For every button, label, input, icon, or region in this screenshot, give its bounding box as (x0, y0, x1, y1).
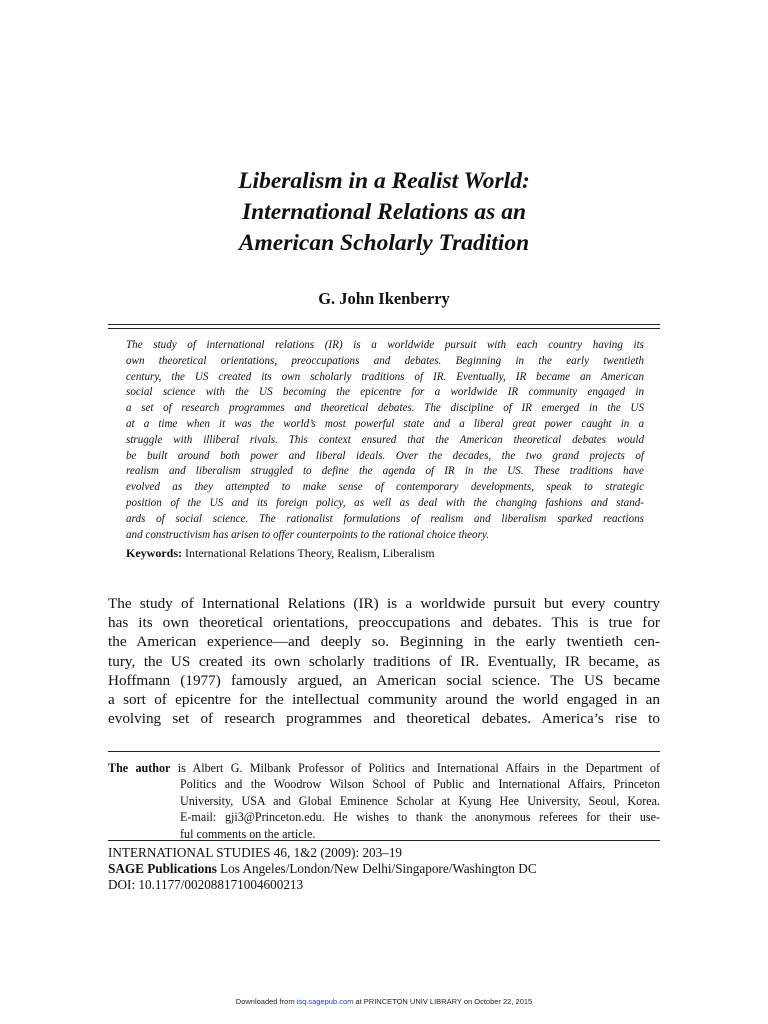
body-line: evolving set of research programmes and theoretical debates. America’s rise to (108, 710, 660, 728)
title-line-3: American Scholarly Tradition (238, 230, 530, 256)
author-name: G. John Ikenberry (318, 289, 450, 308)
body-line: a sort of epicentre for the intellectual community around the world engaged in an (108, 691, 660, 709)
body-line: The study of International Relations (IR) is a worldwide pursuit but every country (108, 595, 660, 612)
download-suffix: at PRINCETON UNIV LIBRARY on October 22, 2015 (355, 997, 533, 1006)
body-line: the American experience—and deeply so. Beginning in the early twentieth cen- (108, 633, 660, 651)
abstract (126, 338, 644, 543)
abstract-line: position of the US and its foreign policy, as well as deal with the changing fashions and stand- (126, 496, 644, 509)
abstract-line: social science with the US becoming the epicentre for a worldwide IR community engaged in (126, 386, 644, 399)
download-prefix: Downloaded from (235, 997, 295, 1006)
article-title (0, 166, 768, 259)
journal-citation: INTERNATIONAL STUDIES 46, 1&2 (2009): 203–19 (108, 845, 403, 860)
footnote-first-text: is Albert G. Milbank Professor of Politics and International Affairs in the Department of (177, 761, 660, 775)
abstract-line: be built around both power and liberal ideals. Over the decades, the two grand projects of (126, 449, 644, 462)
journal-locations: Los Angeles/London/New Delhi/Singapore/Washington DC (220, 861, 537, 876)
download-link[interactable]: isq.sagepub.com (296, 997, 354, 1006)
abstract-line: struggle with illiberal rivals. This context ensured that the American theoretical debates would (126, 433, 644, 446)
abstract-line: evolved as they attempted to make sense of contemporary developments, speak to strategic (126, 481, 644, 494)
title-line-2: International Relations as an (241, 199, 527, 225)
download-footer (0, 997, 768, 1006)
keywords-label: Keywords: (126, 546, 182, 560)
body-line: Hoffmann (1977) famously argued, an American social science. The US became (108, 671, 660, 689)
keywords (126, 546, 435, 561)
abstract-line: ards of social science. The rationalist formulations of realism and liberalism sparked reactions (126, 512, 644, 525)
abstract-line: The study of international relations (IR) is a worldwide pursuit with each country having its (126, 339, 644, 351)
abstract-top-rule-1 (108, 324, 660, 325)
journal-info (108, 845, 537, 893)
journal-rule (108, 840, 660, 841)
body-line: tury, the US created its own scholarly traditions of IR. Eventually, IR became, as (108, 652, 660, 670)
abstract-line: and constructivism has arisen to offer counterpoints to the rational choice theory. (126, 528, 489, 541)
journal-publisher-line (108, 861, 537, 877)
abstract-line: century, the US created its own scholarly traditions of IR. Eventually, IR became an American (126, 370, 644, 383)
journal-doi: DOI: 10.1177/002088171004600213 (108, 877, 304, 892)
footnote-line: University, USA and Global Eminence Scholar at Kyung Hee University, Seoul, Korea. (180, 793, 660, 808)
body-line: has its own theoretical orientations, preoccupations and debates. This is true for (108, 614, 660, 632)
footnote-line: Politics and the Woodrow Wilson School of Public and International Affairs, Princeton (180, 777, 660, 792)
abstract-line: at a time when it was the world’s most powerful state and a liberal great power caught in a (126, 417, 644, 430)
title-line-1: Liberalism in a Realist World: (238, 168, 530, 194)
body-text (108, 594, 660, 728)
keywords-text: International Relations Theory, Realism, Liberalism (185, 546, 435, 560)
abstract-line: realism and liberalism struggled to define the agenda of IR in the US. These traditions have (126, 465, 644, 478)
footnote-line: ful comments on the article. (180, 826, 316, 841)
abstract-top-rule-2 (108, 328, 660, 329)
footnote-line: E-mail: gji3@Princeton.edu. He wishes to thank the anonymous referees for their use- (180, 810, 660, 825)
journal-publisher: SAGE Publications (108, 861, 217, 876)
abstract-line: own theoretical orientations, preoccupations and debates. Beginning in the early twentieth (126, 354, 644, 367)
author-footnote (108, 760, 660, 842)
footnote-first-line (108, 760, 660, 776)
abstract-line: a set of research programmes and theoretical debates. The discipline of IR emerged in the US (126, 402, 644, 415)
footnote-rule (108, 751, 660, 752)
footnote-label: The author (108, 761, 171, 775)
